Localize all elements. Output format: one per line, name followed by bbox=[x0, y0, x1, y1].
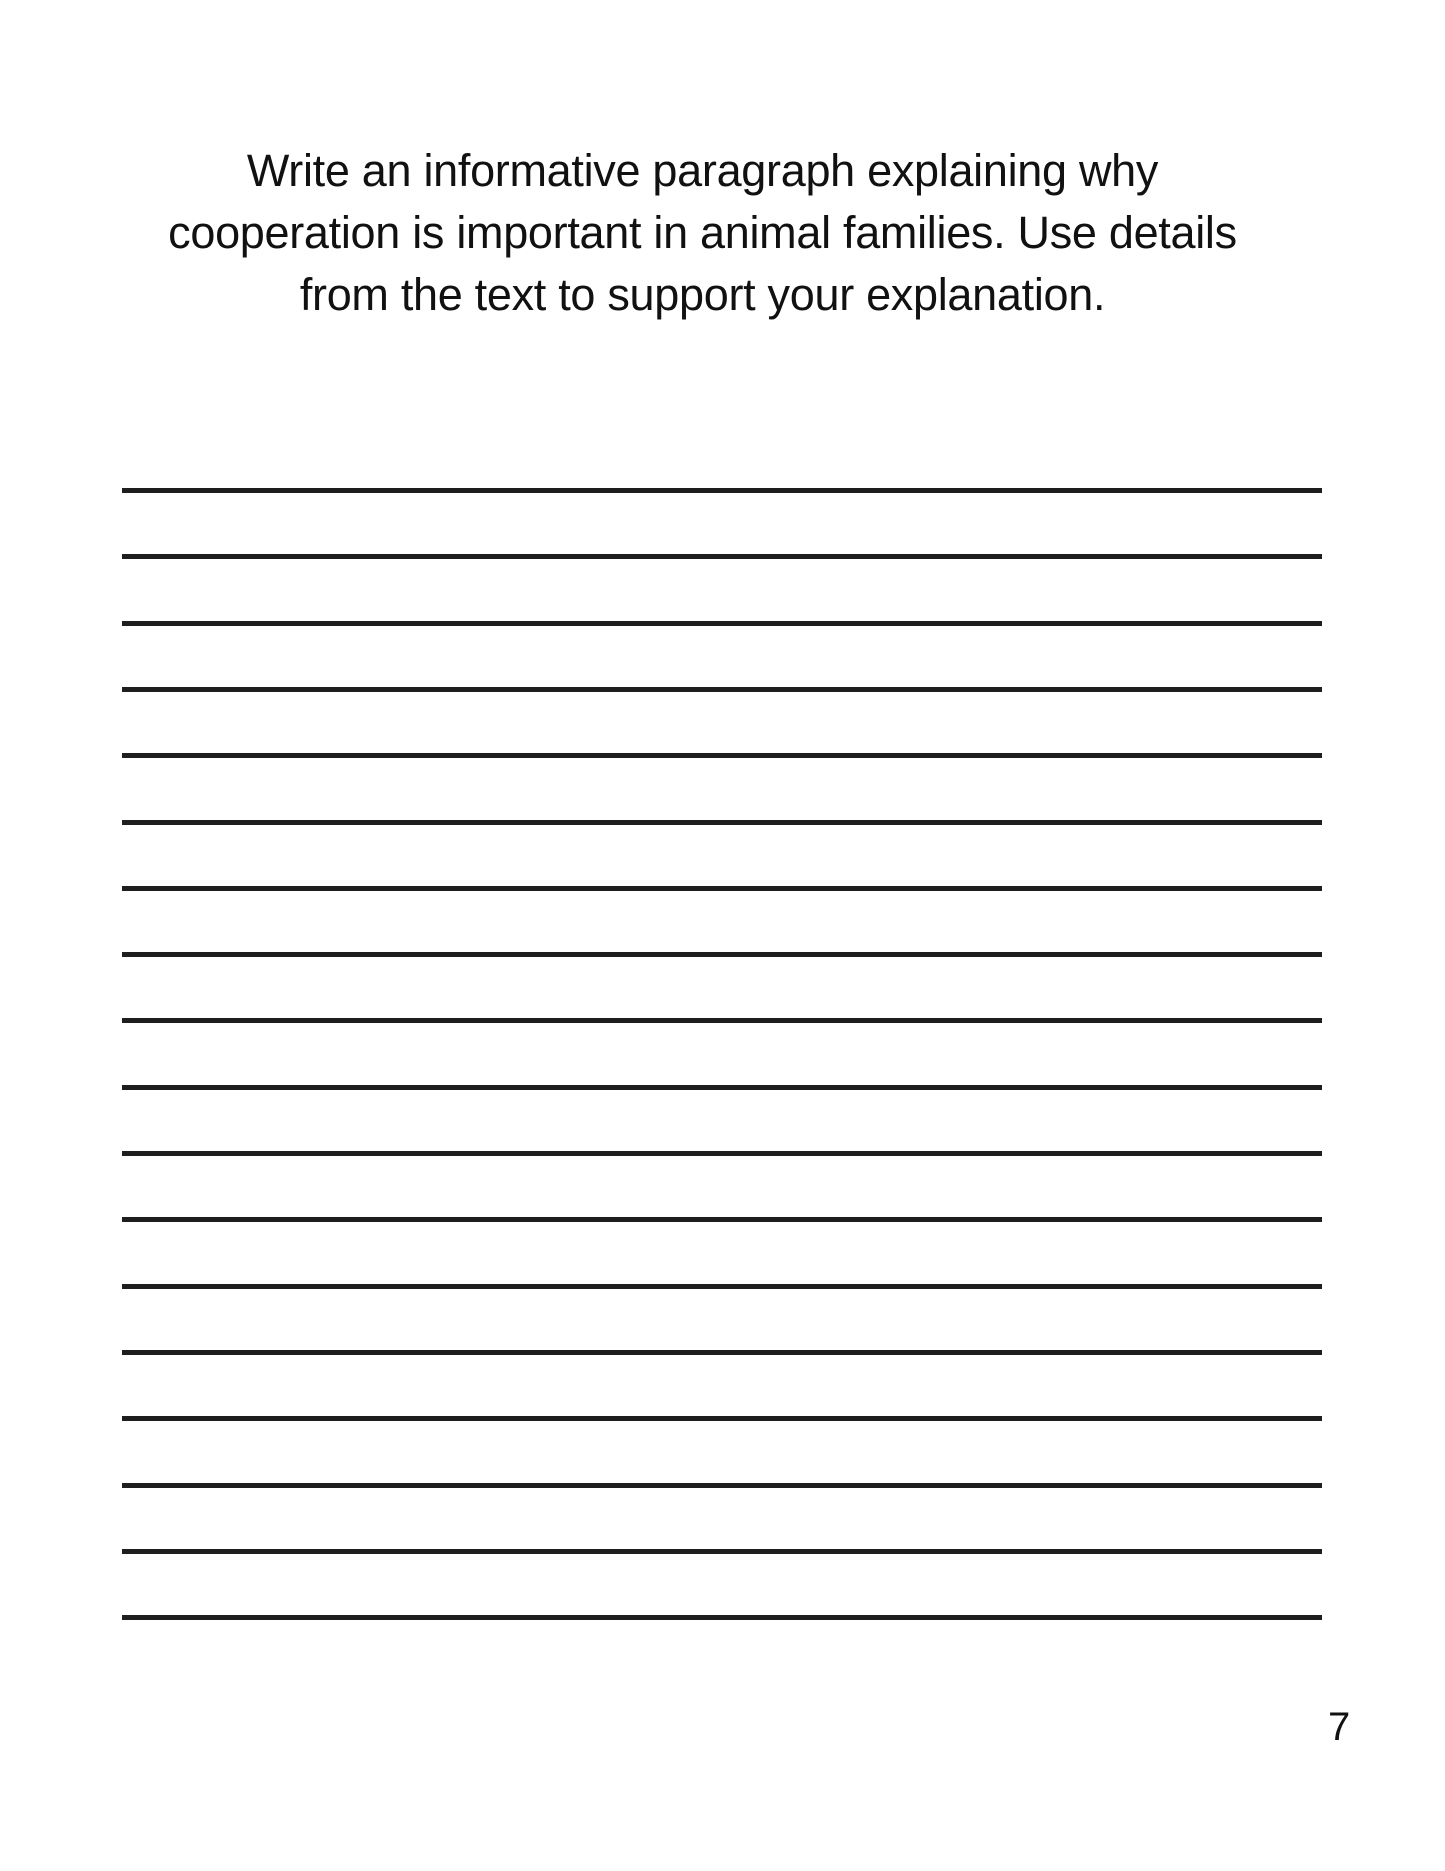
writing-line bbox=[122, 1151, 1322, 1156]
prompt-line-2: cooperation is important in animal families. Use details bbox=[168, 207, 1237, 258]
writing-line bbox=[122, 621, 1322, 626]
prompt-line-1: Write an informative paragraph explaining why bbox=[246, 145, 1159, 196]
writing-line bbox=[122, 952, 1322, 957]
writing-line bbox=[122, 1085, 1322, 1090]
writing-line bbox=[122, 1615, 1322, 1620]
writing-line bbox=[122, 1018, 1322, 1023]
writing-line bbox=[122, 886, 1322, 891]
writing-line bbox=[122, 820, 1322, 825]
writing-line bbox=[122, 1284, 1322, 1289]
writing-line bbox=[122, 753, 1322, 758]
writing-line bbox=[122, 1350, 1322, 1355]
writing-line bbox=[122, 687, 1322, 692]
writing-line bbox=[122, 488, 1322, 493]
writing-line bbox=[122, 554, 1322, 559]
writing-line bbox=[122, 1483, 1322, 1488]
writing-line bbox=[122, 1549, 1322, 1554]
writing-line bbox=[122, 1217, 1322, 1222]
prompt-line-3: from the text to support your explanation. bbox=[299, 269, 1106, 320]
writing-line bbox=[122, 1416, 1322, 1421]
page-number: 7 bbox=[1328, 1705, 1351, 1749]
writing-prompt bbox=[90, 140, 1315, 326]
